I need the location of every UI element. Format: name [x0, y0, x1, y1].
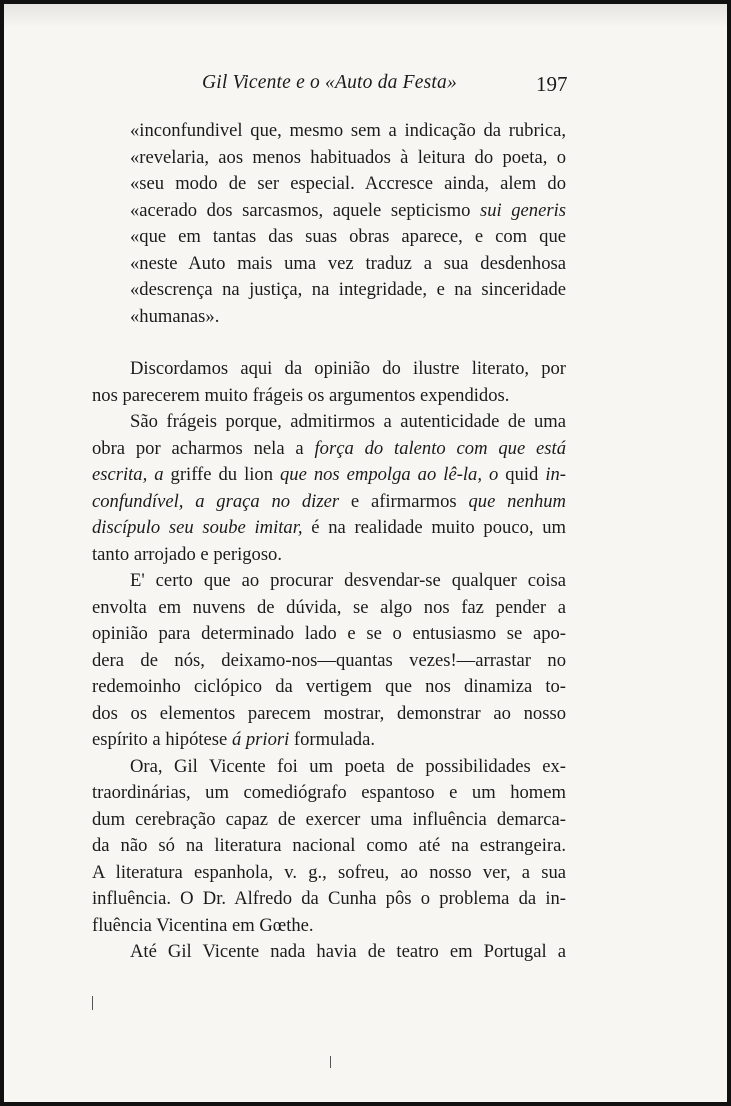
text-line [92, 727, 566, 754]
text-line: «humanas». [130, 305, 220, 327]
text-line: da não só na literatura nacional como até na estrangeira. [92, 835, 566, 856]
italic-phrase: confundível, a graça no dizer [92, 490, 340, 512]
text-run: é na realidade muito pouco, um [302, 517, 566, 538]
text-line: dos os elementos parecem mostrar, demonstrar ao nosso [92, 702, 566, 724]
italic-phrase: discípulo seu soube imitar, [92, 517, 303, 538]
italic-term: sui generis [479, 199, 566, 221]
text-line: «que em tantas das suas obras aparece, e com que [130, 226, 566, 247]
text-line: A literatura espanhola, v. g., sofreu, ao nosso ver, a sua [92, 861, 566, 883]
italic-phrase: que nenhum [468, 490, 566, 512]
text-line: E' certo que ao procurar desvendar-se qualquer coisa [130, 570, 566, 591]
text-line: opinião para determinado lado e se o entusiasmo se apo- [92, 623, 566, 644]
body-text [92, 118, 566, 966]
page-number: 197 [536, 72, 568, 96]
text-line: dera de nós, deixamo-nos—quantas vezes!—arrastar no [92, 649, 566, 671]
text-line: redemoinho ciclópico da vertigem que nos dinamiza to- [92, 676, 566, 697]
paragraph [92, 754, 566, 940]
text-line: Discordamos aqui da opinião do ilustre literato, por [130, 358, 566, 379]
text-run: e afirmarmos [339, 490, 469, 512]
text-line [92, 489, 566, 516]
text-line: fluência Vicentina em Gœthe. [92, 914, 314, 936]
text-line [92, 515, 566, 542]
text-line: traordinárias, um comediógrafo espantoso e um homem [92, 782, 566, 803]
text-line: Até Gil Vicente nada havia de teatro em Portugal a [130, 941, 566, 962]
text-line: «revelaria, aos menos habituados à leitura do poeta, o [130, 146, 566, 168]
text-run: obra por acharmos nela a [92, 437, 315, 459]
text-line: tanto arrojado e perigoso. [92, 543, 283, 565]
paragraph [92, 356, 566, 409]
italic-phrase: á priori [231, 729, 290, 750]
book-page [4, 4, 727, 1102]
page-header [4, 72, 727, 98]
paragraph [92, 939, 566, 966]
text-line: influência. O Dr. Alfredo da Cunha pôs o problema da in- [92, 888, 566, 909]
text-line: nos parecerem muito frágeis os argumentos expendidos. [92, 384, 510, 406]
italic-phrase: in- [545, 464, 566, 485]
italic-phrase: escrita, a [92, 464, 164, 485]
text-line: São frágeis porque, admitirmos a autenticidade de uma [130, 411, 566, 432]
text-line [92, 436, 566, 463]
text-line: envolta em nuvens de dúvida, se algo nos faz pender a [92, 596, 566, 618]
quoted-passage [92, 118, 566, 330]
scan-speck [92, 996, 93, 1010]
text-line: «seu modo de ser especial. Accresce ainda, alem do [130, 173, 566, 194]
paragraph [92, 409, 566, 568]
text-line: «neste Auto mais uma vez traduz a sua desdenhosa [130, 252, 566, 274]
text-run: espírito a hipótese [92, 729, 232, 750]
text-line [92, 198, 566, 225]
text-run: quid [498, 464, 546, 485]
paragraph [92, 568, 566, 754]
text-run: griffe du lion [163, 464, 280, 485]
text-line: Ora, Gil Vicente foi um poeta de possibilidades ex- [130, 755, 566, 777]
text-line: «descrença na justiça, na integridade, e na sinceridade [130, 279, 566, 300]
italic-phrase: que nos empolga ao lê-la, o [280, 464, 499, 485]
running-title: Gil Vicente e o «Auto da Festa» [202, 72, 457, 93]
italic-phrase: força do talento com que está [314, 437, 566, 459]
text-line [92, 462, 566, 489]
paragraph-gap [92, 330, 566, 356]
text-line: «inconfundivel que, mesmo sem a indicação da rubrica, [130, 120, 566, 141]
text-run: «acerado dos sarcasmos, aquele septicismo [130, 199, 480, 221]
scan-speck [330, 1056, 331, 1068]
text-run: formulada. [289, 729, 375, 750]
text-line: dum cerebração capaz de exercer uma influência demarca- [92, 808, 566, 830]
